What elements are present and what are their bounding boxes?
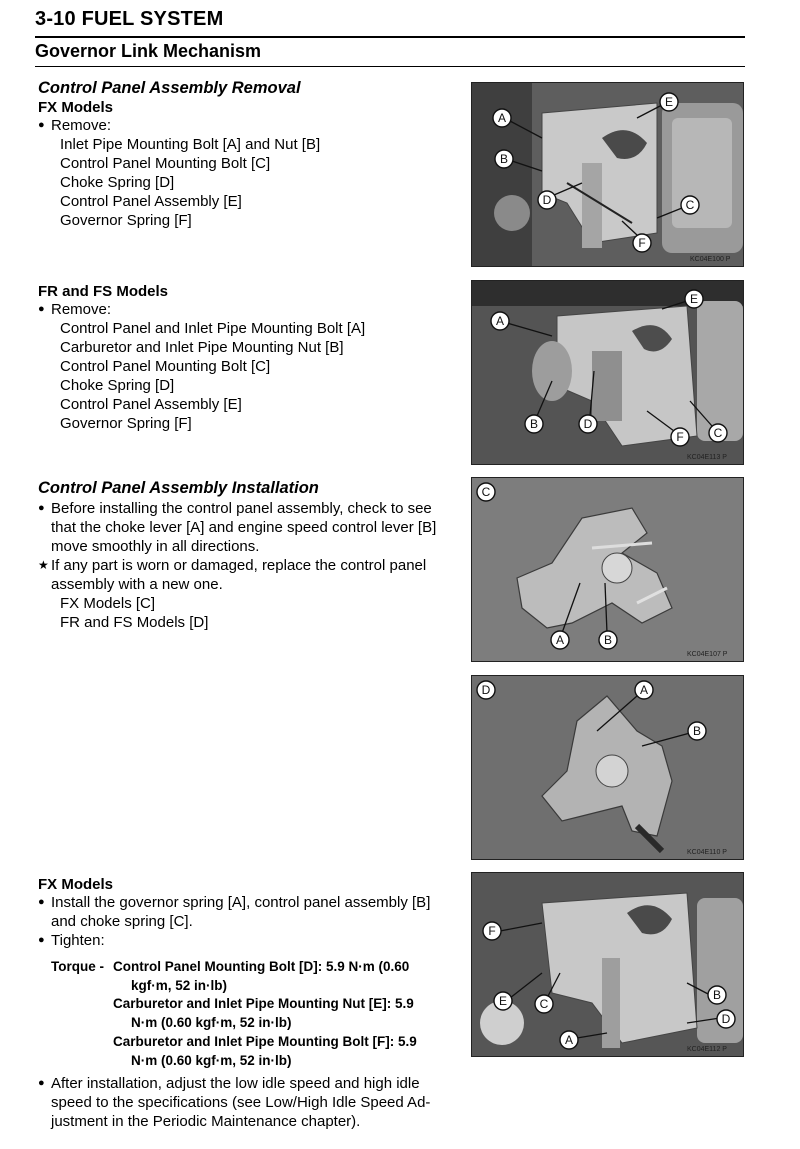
figure-fx-removal (471, 82, 744, 267)
removal-fx-block (38, 99, 458, 230)
removal-frfs-model: FR and FS Models (38, 283, 169, 300)
figure-code: KC04E112 P (687, 1046, 727, 1053)
torque-label: Torque - (51, 959, 104, 974)
torque-spec (113, 957, 458, 995)
figure-code: KC04E100 P (690, 256, 731, 263)
panel-label-c (477, 483, 495, 501)
figure-frfs-panel (471, 675, 744, 860)
removal-fx-bullet: ● Remove: (38, 116, 458, 135)
svg-text:A: A (495, 314, 505, 328)
text-line: N·m (0.60 kgf·m, 52 in·lb) (131, 1015, 292, 1030)
text-line: ★ If any part is worn or damaged, replace the control panel (51, 557, 427, 574)
after-installation-bullet (38, 1074, 471, 1131)
svg-text:A: A (497, 111, 507, 125)
installation-fx-model: FX Models (38, 876, 114, 893)
svg-text:B: B (712, 988, 722, 1002)
list-item: Control Panel and Inlet Pipe Mounting Bolt [A] (60, 320, 366, 337)
text-line: ● After installation, adjust the low idle speed and high idle (51, 1075, 420, 1092)
svg-text:B: B (603, 633, 613, 647)
svg-text:C: C (539, 997, 549, 1011)
figure-frfs-removal (471, 280, 744, 465)
svg-text:E: E (498, 994, 508, 1008)
text-line: N·m (0.60 kgf·m, 52 in·lb) (131, 1053, 292, 1068)
installation-note (38, 556, 463, 594)
svg-text:F: F (676, 430, 684, 444)
svg-text:E: E (689, 292, 699, 306)
list-item: Choke Spring [D] (60, 377, 175, 394)
installation-fx-block (38, 876, 458, 950)
tighten-bullet: ● Tighten: (38, 931, 458, 950)
list-item: Control Panel Mounting Bolt [C] (60, 358, 271, 375)
text-line: Control Panel Mounting Bolt [D]: 5.9 N·m (0.60 (113, 959, 410, 974)
list-item: Governor Spring [F] (60, 415, 192, 432)
svg-text:D: D (583, 417, 593, 431)
removal-frfs-bullet: ● Remove: (38, 300, 463, 319)
installation-bullet (38, 499, 463, 556)
page-title: 3-10 FUEL SYSTEM (35, 8, 224, 30)
text-line: justment in the Periodic Maintenance chapter). (51, 1113, 361, 1130)
removal-heading: Control Panel Assembly Removal (38, 79, 301, 97)
list-item: Choke Spring [D] (60, 174, 175, 191)
figure-code: KC04E107 P (687, 651, 728, 658)
svg-text:B: B (692, 724, 702, 738)
svg-text:D: D (542, 193, 552, 207)
svg-text:F: F (638, 236, 646, 250)
header-rule (35, 36, 745, 38)
section-rule (35, 66, 745, 67)
list-item: Carburetor and Inlet Pipe Mounting Nut [B] (60, 339, 344, 356)
svg-text:A: A (555, 633, 565, 647)
text-line: Carburetor and Inlet Pipe Mounting Nut [E]: 5.9 (113, 996, 414, 1011)
installation-block (38, 499, 463, 632)
svg-text:D: D (481, 683, 491, 697)
torque-spec (113, 1032, 458, 1070)
figure-fx-panel (471, 477, 744, 662)
svg-text:E: E (664, 95, 674, 109)
svg-text:A: A (564, 1033, 574, 1047)
svg-text:C: C (481, 485, 491, 499)
svg-text:C: C (713, 426, 723, 440)
removal-fx-model: FX Models (38, 99, 114, 116)
text-line: that the choke lever [A] and engine speed control lever [B] (51, 519, 437, 536)
text-line: and choke spring [C]. (51, 913, 193, 930)
list-item: Governor Spring [F] (60, 212, 192, 229)
list-item: Control Panel Assembly [E] (60, 396, 242, 413)
removal-frfs-block (38, 283, 463, 433)
list-item: Control Panel Assembly [E] (60, 193, 242, 210)
panel-label-d (477, 681, 495, 699)
torque-spec (113, 994, 458, 1032)
text-line: Carburetor and Inlet Pipe Mounting Bolt [F]: 5.9 (113, 1034, 417, 1049)
svg-text:F: F (488, 924, 496, 938)
installation-heading: Control Panel Assembly Installation (38, 479, 319, 497)
installation-fx-bullet (38, 893, 458, 931)
figure-code: KC04E113 P (687, 454, 727, 461)
list-item: FR and FS Models [D] (60, 614, 209, 631)
text-line: speed to the specifications (see Low/High Idle Speed Ad- (51, 1094, 431, 1111)
list-item: Inlet Pipe Mounting Bolt [A] and Nut [B] (60, 136, 321, 153)
svg-text:B: B (499, 152, 509, 166)
svg-text:C: C (685, 198, 695, 212)
text-line: ● Install the governor spring [A], control panel assembly [B] (51, 894, 431, 911)
svg-text:B: B (529, 417, 539, 431)
list-item: Control Panel Mounting Bolt [C] (60, 155, 271, 172)
text-line: kgf·m, 52 in·lb) (131, 978, 228, 993)
section-title: Governor Link Mechanism (35, 41, 262, 61)
text-line: move smoothly in all directions. (51, 538, 260, 555)
text-line: ● Before installing the control panel assembly, check to see (51, 500, 432, 517)
text-line: assembly with a new one. (51, 576, 223, 593)
figure-fx-installed (471, 872, 744, 1057)
svg-text:A: A (639, 683, 649, 697)
svg-text:D: D (721, 1012, 731, 1026)
figure-code: KC04E110 P (687, 849, 727, 856)
list-item: FX Models [C] (60, 595, 156, 612)
